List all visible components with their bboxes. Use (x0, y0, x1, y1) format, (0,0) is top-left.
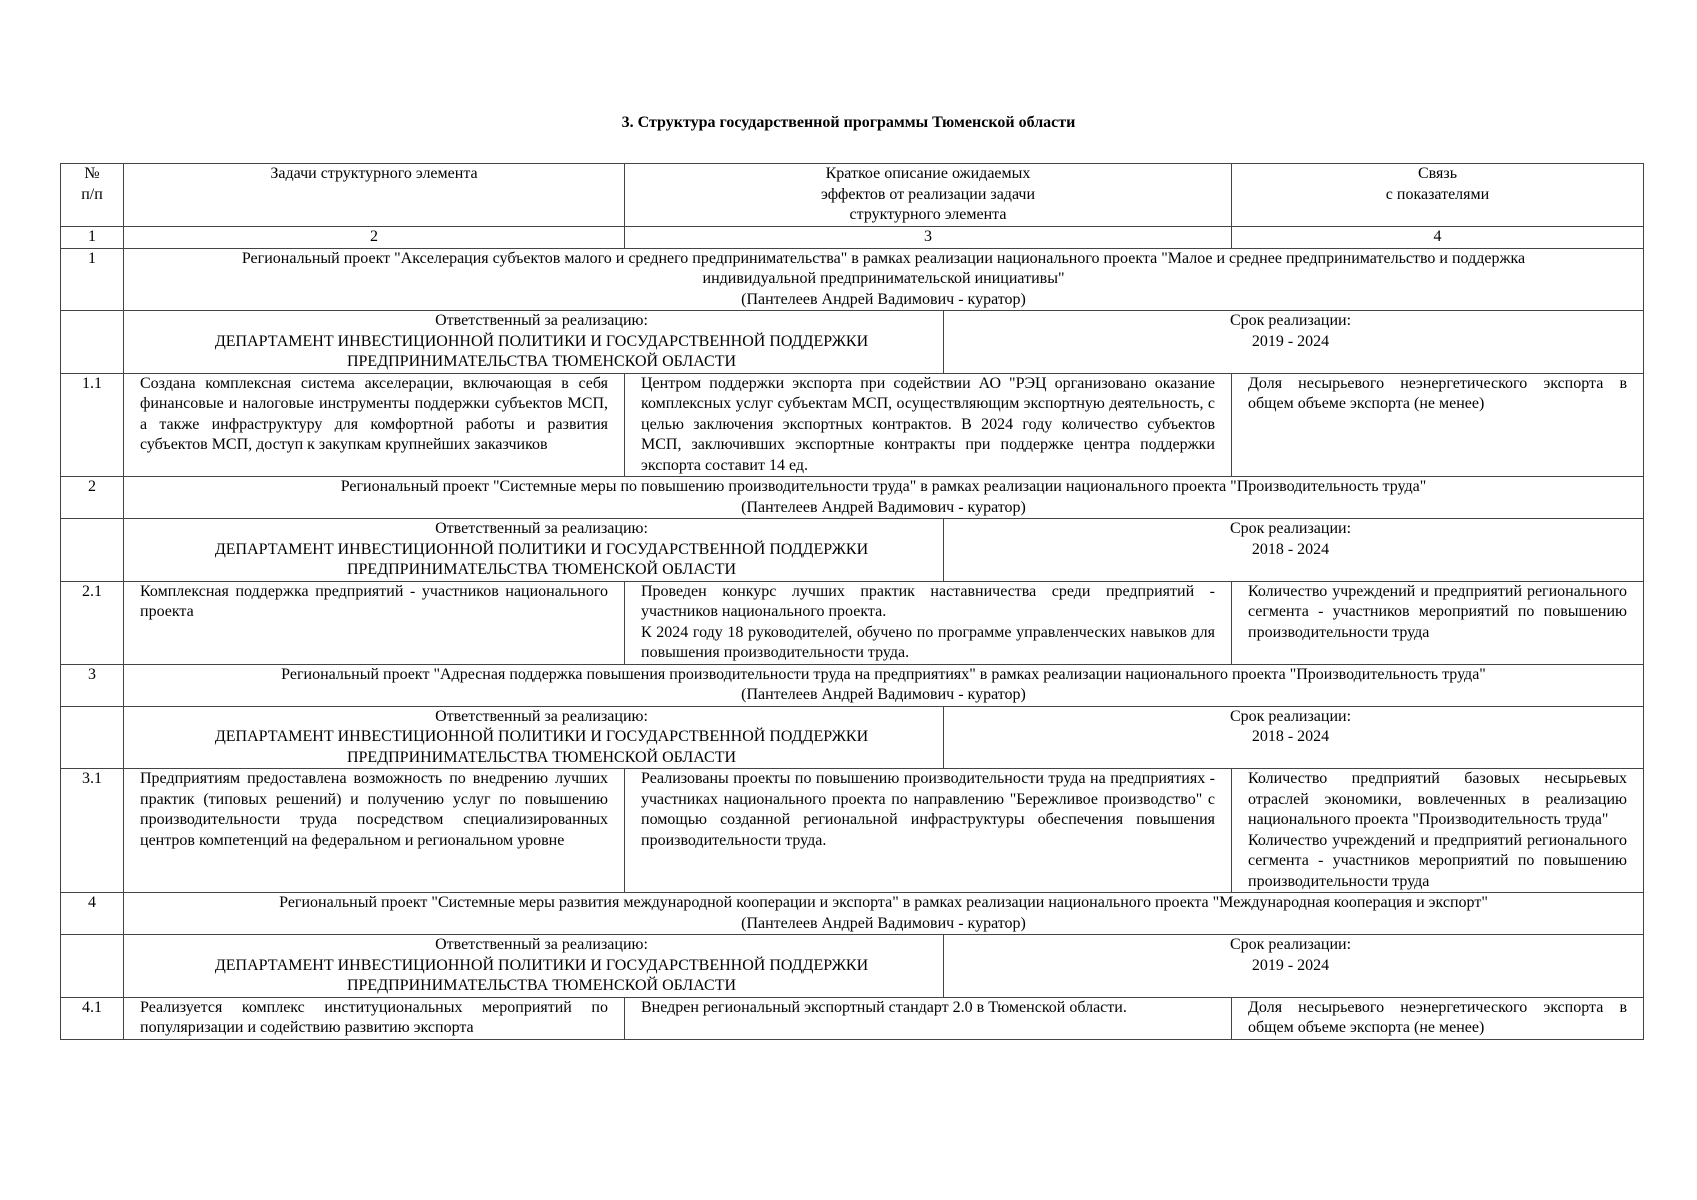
row-number: 3.1 (61, 769, 124, 893)
project-number: 3 (61, 664, 124, 706)
col-number: 4 (1232, 227, 1644, 249)
effect-cell: Проведен конкурс лучших практик наставничества среди предприятий - участников национального проекта. К 2024 году 18 руководителей, обучено по программе управленческих навыков для повышения производительности труда. (625, 581, 1232, 664)
implementation-period: Срок реализации: 2018 - 2024 (1229, 520, 1352, 558)
table-header-row (61, 164, 1644, 227)
program-structure-table (60, 163, 1644, 1040)
row-number: 4.1 (61, 997, 124, 1039)
row-number: 2.1 (61, 581, 124, 664)
link-cell: Количество предприятий базовых несырьевых отраслей экономики, вовлеченных в реализацию национального проекта "Производительность труда" Количество учреждений и предприятий регионального сегмента - участников мероприятий по повышению производительности труда (1232, 769, 1644, 893)
project-title: Региональный проект "Акселерация субъектов малого и среднего предпринимательства" в рамках реализации национального проекта "Малое и среднее предпринимательство и поддержка индивидуальной предпринимательской инициативы" (Пантелеев Андрей Вадимович - куратор) (124, 248, 1644, 311)
responsible-dept: Ответственный за реализацию: ДЕПАРТАМЕНТ ИНВЕСТИЦИОННОЙ ПОЛИТИКИ И ГОСУДАРСТВЕННОЙ ПОДДЕРЖКИ ПРЕДПРИНИМАТЕЛЬСТВА ТЮМЕНСКОЙ ОБЛАСТИ (140, 311, 944, 373)
responsible-row (61, 935, 1644, 998)
link-cell: Количество учреждений и предприятий регионального сегмента - участников мероприятий по повышению производительности труда (1232, 581, 1644, 664)
implementation-period: Срок реализации: 2019 - 2024 (1229, 312, 1352, 350)
effect-cell: Реализованы проекты по повышению производительности труда на предприятиях - участниках национального проекта по направлению "Бережливое производство" с помощью созданной региональной инфраструктуры обеспечения повышения производительности труда. (625, 769, 1232, 893)
link-cell: Доля несырьевого неэнергетического экспорта в общем объеме экспорта (не менее) (1232, 997, 1644, 1039)
table-row (61, 373, 1644, 477)
header-effects: Краткое описание ожидаемых эффектов от реализации задачи структурного элемента (625, 164, 1232, 227)
task-cell: Предприятиям предоставлена возможность по внедрению лучших практик (типовых решений) и получению услуг по повышению производительности труда посредством специализированных центров компетенций на федеральном и региональном уровне (124, 769, 625, 893)
project-number: 4 (61, 893, 124, 935)
task-cell: Комплексная поддержка предприятий - участников национального проекта (124, 581, 625, 664)
table-row (61, 581, 1644, 664)
implementation-period: Срок реализации: 2019 - 2024 (1229, 936, 1352, 974)
responsible-row (61, 519, 1644, 582)
project-title: Региональный проект "Системные меры развития международной кооперации и экспорта" в рамках реализации национального проекта "Международная кооперация и экспорт" (Пантелеев Андрей Вадимович - куратор) (124, 893, 1644, 935)
responsible-row (61, 311, 1644, 374)
project-row (61, 248, 1644, 311)
project-row (61, 664, 1644, 706)
responsible-row (61, 706, 1644, 769)
table-row (61, 997, 1644, 1039)
responsible-dept: Ответственный за реализацию: ДЕПАРТАМЕНТ ИНВЕСТИЦИОННОЙ ПОЛИТИКИ И ГОСУДАРСТВЕННОЙ ПОДДЕРЖКИ ПРЕДПРИНИМАТЕЛЬСТВА ТЮМЕНСКОЙ ОБЛАСТИ (140, 519, 944, 581)
project-row (61, 893, 1644, 935)
project-title: Региональный проект "Адресная поддержка повышения производительности труда на предприятиях" в рамках реализации национального проекта "Производительность труда" (Пантелеев Андрей Вадимович - куратор) (124, 664, 1644, 706)
column-numbers-row (61, 227, 1644, 249)
link-cell: Доля несырьевого неэнергетического экспорта в общем объеме экспорта (не менее) (1232, 373, 1644, 477)
effect-cell: Центром поддержки экспорта при содействии АО "РЭЦ организовано оказание комплексных услуг субъектам МСП, осуществляющим экспортную деятельность, с целью заключения экспортных контрактов. В 2024 году количество субъектов МСП, заключивших экспортные контракты при поддержке центра поддержки экспорта составит 14 ед. (625, 373, 1232, 477)
col-number: 2 (124, 227, 625, 249)
header-link: Связь с показателями (1232, 164, 1644, 227)
page-title: 3. Структура государственной программы Тюменской области (621, 114, 1076, 131)
project-row (61, 477, 1644, 519)
effect-cell: Внедрен региональный экспортный стандарт 2.0 в Тюменской области. (625, 997, 1232, 1039)
project-title: Региональный проект "Системные меры по повышению производительности труда" в рамках реализации национального проекта "Производительность труда" (Пантелеев Андрей Вадимович - куратор) (124, 477, 1644, 519)
col-number: 1 (61, 227, 124, 249)
responsible-dept: Ответственный за реализацию: ДЕПАРТАМЕНТ ИНВЕСТИЦИОННОЙ ПОЛИТИКИ И ГОСУДАРСТВЕННОЙ ПОДДЕРЖКИ ПРЕДПРИНИМАТЕЛЬСТВА ТЮМЕНСКОЙ ОБЛАСТИ (140, 935, 944, 997)
project-number: 2 (61, 477, 124, 519)
task-cell: Создана комплексная система акселерации, включающая в себя финансовые и налоговые инструменты поддержки субъектов МСП, а также инфраструктуру для комфортной работы и развития субъектов МСП, доступ к закупкам крупнейших заказчиков (124, 373, 625, 477)
col-number: 3 (625, 227, 1232, 249)
task-cell: Реализуется комплекс институциональных мероприятий по популяризации и содействию развитию экспорта (124, 997, 625, 1039)
implementation-period: Срок реализации: 2018 - 2024 (1229, 707, 1352, 745)
table-row (61, 769, 1644, 893)
header-tasks: Задачи структурного элемента (124, 164, 625, 227)
responsible-dept: Ответственный за реализацию: ДЕПАРТАМЕНТ ИНВЕСТИЦИОННОЙ ПОЛИТИКИ И ГОСУДАРСТВЕННОЙ ПОДДЕРЖКИ ПРЕДПРИНИМАТЕЛЬСТВА ТЮМЕНСКОЙ ОБЛАСТИ (140, 707, 944, 769)
row-number: 1.1 (61, 373, 124, 477)
header-num: № п/п (61, 164, 124, 227)
project-number: 1 (61, 248, 124, 311)
